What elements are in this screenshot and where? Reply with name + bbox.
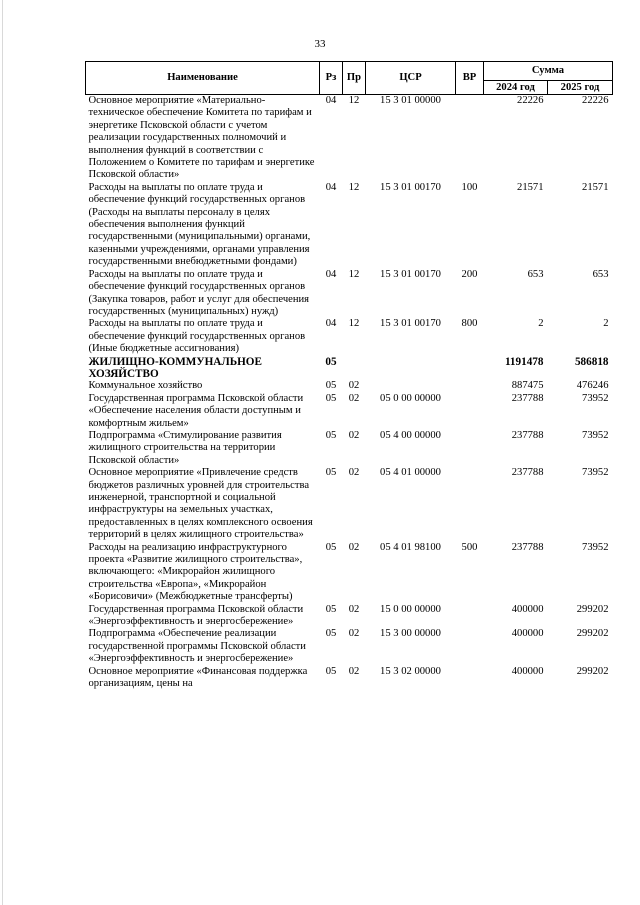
row-csr: 05 0 00 00000 [380,392,441,404]
table-row [86,182,613,269]
row-sum-2024: 400000 [511,628,544,640]
row-rz: 05 [325,355,337,368]
row-sum-2025: 299202 [576,628,609,640]
page-number: 33 [314,38,326,50]
row-pr: 12 [348,268,360,280]
row-rz: 05 [325,665,337,677]
row-sum-2024: 22226 [517,95,544,106]
row-vr [456,430,484,467]
row-rz: 05 [325,380,337,392]
row-csr: 15 0 00 00000 [380,603,441,615]
row-name: Основное мероприятие «Привлечение средств бюджетов различных уровней для строительства инженерной, транспортной и социальной инфраструктуры на земельных участках, предоставленных в целях комплексного освоения территорий в целях жилищного строительства» [88,467,313,541]
table-row [86,95,613,182]
row-vr: 100 [461,181,478,193]
header-year-2025: 2025 год [548,81,613,95]
row-csr: 15 3 02 00000 [380,665,441,677]
row-csr: 05 4 00 00000 [380,429,441,441]
table-row [86,318,613,355]
row-vr: 800 [461,318,478,330]
row-name: Основное мероприятие «Материально-техническое обеспечение Комитета по тарифам и энергетике Псковской области с учетом реализации государственных полномочий и выполнения функций в соответствии с Положением о Комитете по тарифам и энергетике Псковской области» [88,95,315,181]
row-vr [456,666,484,691]
row-sum-2025: 22226 [582,95,609,106]
row-csr: 15 3 01 00000 [380,95,441,106]
row-rz: 04 [325,318,337,330]
header-name: Наименование [86,62,320,95]
row-name: ЖИЛИЩНО-КОММУНАЛЬНОЕ ХОЗЯЙСТВО [88,355,262,380]
row-sum-2024: 237788 [511,429,544,441]
scan-edge-line [2,0,3,905]
row-vr [456,467,484,541]
row-vr [456,95,484,182]
row-sum-2025: 73952 [582,541,609,553]
row-pr: 02 [348,603,360,615]
row-name: Подпрограмма «Обеспечение реализации государственной программы Псковской области «Энергоэффективность и энергосбережение» [88,628,306,665]
row-vr [456,628,484,665]
row-pr: 02 [348,665,360,677]
row-vr [456,393,484,430]
row-rz: 04 [325,268,337,280]
row-sum-2025: 476246 [576,380,609,392]
row-pr: 02 [348,541,360,553]
row-pr: 02 [348,380,360,392]
row-vr [456,380,484,392]
row-name: Расходы на выплаты по оплате труда и обеспечение функций государственных органов (Закупка товаров, работ и услуг для обеспечения государственных (муниципальных) нужд) [88,268,310,317]
table-row [86,467,613,541]
table-header [86,62,613,95]
row-sum-2025: 73952 [582,429,609,441]
row-sum-2024: 237788 [511,392,544,404]
row-csr: 05 4 01 98100 [380,541,441,553]
row-rz: 05 [325,392,337,404]
header-vr: ВР [456,62,484,95]
table-row [86,430,613,467]
row-rz: 04 [325,181,337,193]
row-sum-2025: 299202 [576,603,609,615]
table-row [86,356,613,381]
row-sum-2024: 400000 [511,665,544,677]
row-vr [456,356,484,381]
row-sum-2025: 299202 [576,665,609,677]
row-name: Расходы на выплаты по оплате труда и обеспечение функций государственных органов (Иные бюджетные ассигнования) [88,318,306,355]
row-pr: 12 [348,95,360,106]
row-name: Государственная программа Псковской области «Обеспечение населения области доступным и комфортным жильем» [88,392,304,429]
table-row [86,269,613,319]
row-csr: 05 4 01 00000 [380,467,441,479]
row-sum-2025: 2 [603,318,609,330]
row-rz: 05 [325,628,337,640]
row-sum-2024: 237788 [511,541,544,553]
row-csr: 15 3 01 00170 [380,318,441,330]
row-pr: 02 [348,429,360,441]
row-pr: 02 [348,467,360,479]
table-row [86,628,613,665]
row-name: Коммунальное хозяйство [88,380,203,392]
row-sum-2024: 21571 [517,181,544,193]
row-csr: 15 3 01 00170 [380,181,441,193]
row-sum-2024: 237788 [511,467,544,479]
row-name: Основное мероприятие «Финансовая поддержка организациям, цены на [88,665,308,690]
row-csr: 15 3 01 00170 [380,268,441,280]
header-sum: Сумма [484,62,613,81]
row-sum-2025: 73952 [582,467,609,479]
row-pr: 02 [348,392,360,404]
row-sum-2025: 21571 [582,181,609,193]
row-rz: 05 [325,603,337,615]
row-csr: 15 3 00 00000 [380,628,441,640]
row-sum-2024: 2 [538,318,544,330]
row-rz: 05 [325,541,337,553]
row-rz: 05 [325,467,337,479]
row-rz: 04 [325,95,337,106]
row-sum-2024: 1191478 [504,355,544,368]
row-name: Государственная программа Псковской области «Энергоэффективность и энергосбережение» [88,603,304,628]
table-row [86,393,613,430]
row-pr [343,356,366,381]
header-pr: Пр [343,62,366,95]
row-rz: 05 [325,429,337,441]
row-vr [456,604,484,629]
row-name: Подпрограмма «Стимулирование развития жилищного строительства на территории Псковской области» [88,429,282,466]
row-sum-2024: 653 [527,268,544,280]
header-csr: ЦСР [366,62,456,95]
table-row [86,666,613,691]
row-pr: 12 [348,318,360,330]
row-sum-2024: 400000 [511,603,544,615]
row-sum-2025: 653 [592,268,609,280]
row-vr: 200 [461,268,478,280]
row-pr: 02 [348,628,360,640]
budget-table [85,61,613,691]
header-rz: Рз [320,62,343,95]
row-sum-2025: 586818 [574,355,609,368]
row-name: Расходы на выплаты по оплате труда и обеспечение функций государственных органов (Расходы на выплаты персоналу в целях обеспечения выполнения функций государственными (муниципальными) органами, казенными учреждениями, органами управления государственными внебюджетными фондами) [88,181,311,268]
row-vr: 500 [461,541,478,553]
row-sum-2025: 73952 [582,392,609,404]
header-year-2024: 2024 год [484,81,548,95]
row-pr: 12 [348,181,360,193]
table-body [86,95,613,691]
row-csr [366,380,456,392]
table-row [86,542,613,604]
row-csr [366,356,456,381]
table-row [86,380,613,392]
row-name: Расходы на реализацию инфраструктурного проекта «Развитие жилищного строительства», включающего: «Микрорайон жилищного строительства «Европа», «Микрорайон «Борисовичи» (Межбюджетные трансферты) [88,541,303,603]
table-row [86,604,613,629]
row-sum-2024: 887475 [511,380,544,392]
